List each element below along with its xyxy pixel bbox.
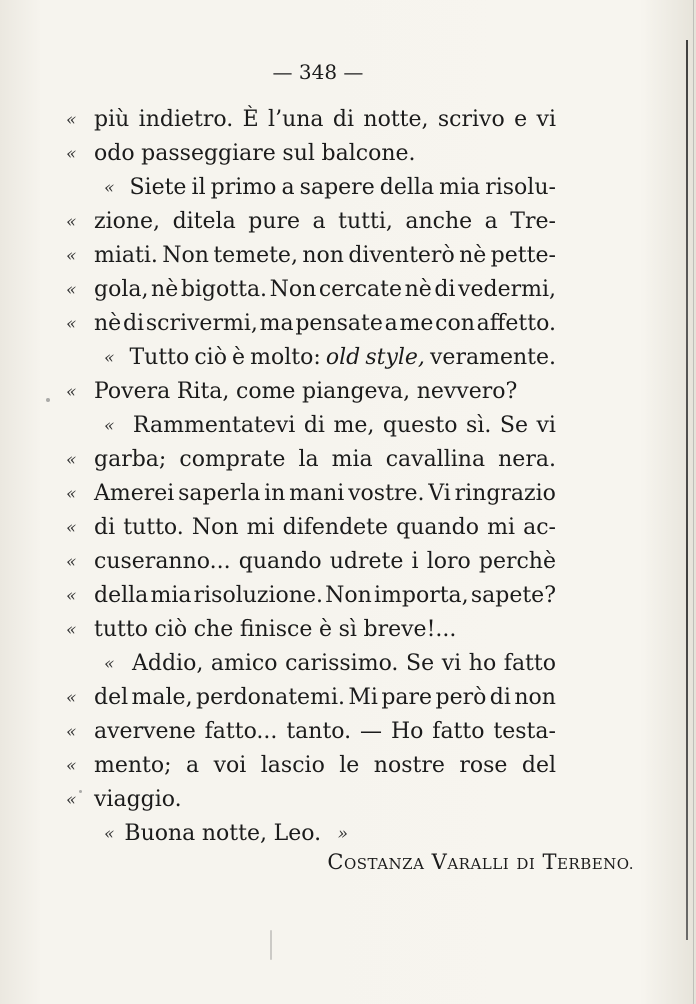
- word: zione,: [94, 209, 161, 234]
- word: diventerò: [348, 243, 455, 268]
- text-line: [66, 443, 556, 477]
- page-edge-border: [693, 0, 694, 1004]
- text-line: [66, 239, 556, 273]
- word: sapere: [299, 175, 375, 200]
- word: balcone.: [321, 141, 416, 166]
- word: vi: [536, 107, 556, 132]
- word: pare: [381, 685, 433, 710]
- word: mia: [150, 583, 192, 608]
- word: male,: [131, 685, 193, 710]
- word: vostre.: [348, 481, 425, 506]
- word: fatto...: [204, 719, 278, 744]
- text-line: [94, 817, 556, 851]
- word: bigotta.: [180, 277, 268, 302]
- word: È: [242, 107, 259, 132]
- word: testa-: [493, 719, 556, 744]
- word: ciò: [154, 617, 188, 642]
- word: della: [379, 175, 435, 200]
- word: carissimo.: [285, 651, 399, 676]
- opening-quote: «: [104, 654, 115, 674]
- word: gola,: [94, 277, 149, 302]
- quote-marker: «: [66, 518, 77, 538]
- word: a: [281, 175, 295, 200]
- quote-marker: «: [66, 688, 77, 708]
- word: Rita,: [176, 379, 230, 404]
- letter-body: [66, 103, 556, 851]
- word: me: [399, 311, 434, 336]
- word: mi: [246, 515, 275, 540]
- word: in: [264, 481, 286, 506]
- word: Se: [406, 651, 435, 676]
- opening-quote: «: [104, 178, 115, 198]
- text-line: [94, 341, 556, 375]
- word: ac-: [523, 515, 556, 540]
- word: del: [521, 753, 556, 778]
- word: Buona: [124, 821, 196, 846]
- word: loro: [426, 549, 471, 574]
- word: udrete: [329, 549, 404, 574]
- quote-marker: «: [66, 484, 77, 504]
- word: di: [489, 685, 511, 710]
- word: Leo.: [273, 821, 322, 846]
- signature-word: TERBENO.: [542, 850, 634, 874]
- signature-word: COSTANZA: [327, 850, 425, 874]
- word: scrivo: [437, 107, 505, 132]
- text-line: [66, 579, 556, 613]
- word: rose: [459, 753, 508, 778]
- word: Tre-: [510, 209, 556, 234]
- word: perdonatemi.: [195, 685, 345, 710]
- word: nè: [459, 243, 487, 268]
- word: e: [514, 107, 528, 132]
- quote-marker: «: [66, 586, 77, 606]
- quote-marker: «: [66, 314, 77, 334]
- word: molto:: [250, 345, 321, 370]
- word: Tutto: [129, 345, 190, 370]
- word: tutto: [94, 617, 148, 642]
- word: nè: [151, 277, 179, 302]
- word: sul: [282, 141, 315, 166]
- word: le: [339, 753, 360, 778]
- word: tutti,: [338, 209, 393, 234]
- word: nera.: [498, 447, 556, 472]
- word: a: [484, 209, 498, 234]
- text-line: [94, 171, 556, 205]
- quote-marker: «: [66, 722, 77, 742]
- word: scrivermi,: [145, 311, 258, 336]
- quote-marker: «: [66, 246, 77, 266]
- word: me,: [333, 413, 375, 438]
- word: affetto.: [476, 311, 556, 336]
- quote-marker: «: [66, 552, 77, 572]
- word: sì.: [466, 413, 492, 438]
- word: cuseranno...: [94, 549, 231, 574]
- text-line: [66, 103, 556, 137]
- word: tutto.: [123, 515, 184, 540]
- word: Vi: [428, 481, 451, 506]
- word: di: [303, 413, 325, 438]
- word: sì: [338, 617, 357, 642]
- text-line: [66, 375, 556, 409]
- ink-speck: [270, 930, 272, 960]
- signature-word: DI: [516, 855, 536, 873]
- word: risoluzione.: [193, 583, 323, 608]
- quote-marker: «: [66, 144, 77, 164]
- word: con: [435, 311, 475, 336]
- word: veramente.: [430, 345, 556, 370]
- word: nostre: [373, 753, 445, 778]
- word: miati.: [94, 243, 158, 268]
- word: mi: [487, 515, 516, 540]
- word: finisce: [239, 617, 313, 642]
- word: però: [435, 685, 487, 710]
- word: non: [302, 243, 344, 268]
- ink-speck: [79, 790, 82, 793]
- word: comprate: [179, 447, 286, 472]
- word: a: [384, 311, 398, 336]
- word: è: [232, 345, 246, 370]
- quote-marker: «: [66, 756, 77, 776]
- word: mento;: [94, 753, 172, 778]
- word: Non: [191, 515, 239, 540]
- word: mani: [289, 481, 345, 506]
- word: sapete?: [470, 583, 556, 608]
- word: Non: [325, 583, 372, 608]
- text-line: [66, 749, 556, 783]
- word: lascio: [260, 753, 325, 778]
- quote-marker: «: [66, 790, 77, 810]
- word: del: [94, 685, 129, 710]
- word: vi: [441, 651, 462, 676]
- word: Povera: [94, 379, 171, 404]
- word: risolu-: [485, 175, 556, 200]
- signature: [0, 850, 634, 874]
- word: notte,: [363, 107, 429, 132]
- word: di: [94, 515, 116, 540]
- word: la: [298, 447, 319, 472]
- word: ringrazio: [454, 481, 556, 506]
- text-line: [66, 477, 556, 511]
- text-line: [66, 307, 556, 341]
- quote-marker: «: [66, 620, 77, 640]
- quote-marker: «: [66, 280, 77, 300]
- word: di: [122, 311, 145, 336]
- word: passeggiare: [141, 141, 276, 166]
- word: quando: [396, 515, 480, 540]
- opening-quote: «: [104, 824, 115, 844]
- word: che: [193, 617, 234, 642]
- word: old: [325, 345, 361, 370]
- word: mia: [331, 447, 373, 472]
- quote-marker: «: [66, 212, 77, 232]
- signature-word: VARALLI: [431, 850, 510, 874]
- word: Addio,: [132, 651, 204, 676]
- word: l’una: [268, 107, 324, 132]
- word: avervene: [94, 719, 196, 744]
- word: notte,: [201, 821, 267, 846]
- word: viaggio.: [94, 787, 182, 812]
- text-line: [94, 647, 556, 681]
- word: tanto.: [286, 719, 352, 744]
- word: ditela: [172, 209, 236, 234]
- word: pette-: [490, 243, 556, 268]
- word: saperla: [178, 481, 261, 506]
- word: Se: [499, 413, 528, 438]
- word: Rammentatevi: [132, 413, 296, 438]
- word: importa,: [373, 583, 469, 608]
- word: difendete: [282, 515, 389, 540]
- closing-quote: »: [337, 824, 349, 844]
- word: fatto: [432, 719, 485, 744]
- word: style,: [365, 345, 425, 370]
- word: mia: [439, 175, 481, 200]
- word: odo: [94, 141, 135, 166]
- text-line: [66, 511, 556, 545]
- word: questo: [382, 413, 458, 438]
- ink-speck: [46, 398, 50, 402]
- quote-marker: «: [66, 382, 77, 402]
- word: temete,: [213, 243, 298, 268]
- word: ciò: [194, 345, 227, 370]
- word: come: [236, 379, 296, 404]
- word: della: [94, 583, 149, 608]
- word: pure: [248, 209, 300, 234]
- page-number: — 348 —: [272, 60, 364, 84]
- text-line: [66, 273, 556, 307]
- word: piangeva,: [302, 379, 411, 404]
- word: indietro.: [138, 107, 234, 132]
- word: fatto: [503, 651, 556, 676]
- word: cavallina: [385, 447, 486, 472]
- quote-marker: «: [66, 450, 77, 470]
- word: ho: [468, 651, 497, 676]
- word: breve!...: [363, 617, 457, 642]
- word: —: [360, 719, 383, 744]
- word: più: [94, 107, 130, 132]
- word: a: [186, 753, 200, 778]
- word: nè: [94, 311, 122, 336]
- word: Non: [162, 243, 209, 268]
- word: Ho: [390, 719, 424, 744]
- word: voi: [213, 753, 247, 778]
- word: di: [434, 277, 456, 302]
- text-line: [66, 137, 556, 171]
- word: primo: [210, 175, 277, 200]
- quote-marker: «: [66, 110, 77, 130]
- word: anche: [405, 209, 473, 234]
- word: Siete: [129, 175, 187, 200]
- word: nè: [404, 277, 432, 302]
- word: a: [312, 209, 326, 234]
- word: non: [514, 685, 556, 710]
- word: Non: [269, 277, 317, 302]
- word: pensate: [295, 311, 383, 336]
- word: Amerei: [94, 481, 175, 506]
- opening-quote: «: [104, 416, 115, 436]
- word: il: [191, 175, 206, 200]
- word: i: [411, 549, 419, 574]
- text-line: [66, 783, 556, 817]
- text-line: [66, 681, 556, 715]
- text-line: [94, 409, 556, 443]
- text-line: [66, 715, 556, 749]
- text-line: [66, 613, 556, 647]
- word: vi: [536, 413, 556, 438]
- opening-quote: «: [104, 348, 115, 368]
- word: Mi: [348, 685, 378, 710]
- word: ma: [259, 311, 294, 336]
- word: vedermi,: [458, 277, 556, 302]
- word: amico: [210, 651, 278, 676]
- word: cercate: [318, 277, 403, 302]
- word: perchè: [478, 549, 556, 574]
- text-line: [66, 205, 556, 239]
- word: garba;: [94, 447, 167, 472]
- word: di: [332, 107, 355, 132]
- page-edge-shadow: [686, 40, 688, 940]
- text-line: [66, 545, 556, 579]
- word: nevvero?: [416, 379, 518, 404]
- word: quando: [238, 549, 322, 574]
- word: è: [318, 617, 332, 642]
